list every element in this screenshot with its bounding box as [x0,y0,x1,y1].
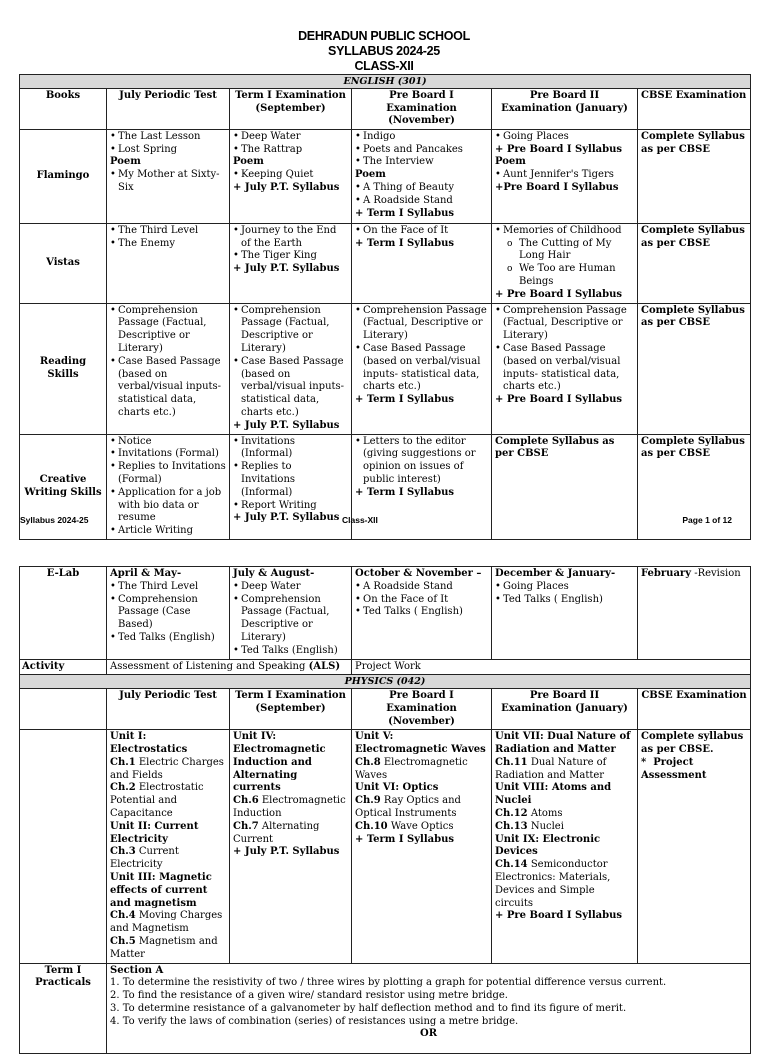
physics-theory-label [20,730,107,963]
section-heading: Section A [110,964,164,976]
chapter-number: Ch.14 [495,859,528,871]
syllabus-plus: + July P.T. Syllabus [233,419,340,431]
poem-label: Poem [233,156,264,168]
syllabus-plus: + Term I Syllabus [355,394,455,406]
reading-july [107,303,230,434]
list-item: • The Tiger King [233,250,348,263]
chapter-number: Ch.3 [110,846,136,858]
chapter-title: Electromagnetic Induction [233,795,346,819]
flamingo-pb1 [352,129,492,223]
vistas-pb1 [352,223,492,303]
list-item: • Letters to the editor (giving suggestions or opinion on issues of public interest) [355,436,488,487]
elab-feb [638,567,751,660]
col-term1: Term I Examination (September) [230,89,352,130]
list-item: • Ted Talks (English) [110,632,226,645]
unit-heading: Unit IX: Electronic Devices [495,833,601,858]
english-subject-title: ENGLISH (301) [20,75,751,89]
list-item: • Invitations (Formal) [110,448,226,461]
class-title: CLASS-XII [354,59,414,73]
practicals-content [107,963,751,1053]
chapter-number: Ch.9 [355,795,381,807]
period-heading: April & May- [110,568,182,579]
list-item: • Replies to Invitations (Informal) [233,461,348,499]
syllabus-plus: + Pre Board I Syllabus [495,288,622,300]
list-item: • Replies to Invitations (Formal) [110,461,226,487]
chapter-title: Electric Charges and Fields [110,756,224,781]
col-preboard1: Pre Board I Examination (November) [352,689,492,730]
vistas-july [107,223,230,303]
english-table [19,74,751,540]
chapter-title: Wave Optics [387,820,454,832]
list-item: • Article Writing [110,525,226,538]
chapter-number: Ch.6 [233,795,259,807]
list-item: • Indigo [355,131,488,144]
list-item: • Memories of Childhood [495,225,634,238]
physics-pb2 [492,730,638,963]
list-item: • Invitations (Informal) [233,436,348,462]
unit-heading: Unit V: Electromagnetic Waves [355,731,486,755]
list-item: • Ted Talks (English) [233,645,348,658]
physics-subject-title: PHYSICS (042) [20,675,751,689]
flamingo-pb2 [492,129,638,223]
col-july: July Periodic Test [107,689,230,730]
or-separator: OR [419,1028,438,1040]
physics-theory-row [20,730,751,963]
list-item: • Comprehension Passage (Factual, Descriptive or Literary) [233,305,348,356]
list-item: o We Too are Human Beings [495,263,634,289]
elab-apr-may [107,567,230,660]
flamingo-term1 [230,129,352,223]
als-text: Assessment of Listening and Speaking [110,660,309,672]
list-item: • The Enemy [110,238,226,251]
physics-term1 [230,730,352,963]
list-item: • Deep Water [233,131,348,144]
list-item: • Journey to the End of the Earth [233,225,348,251]
flamingo-cbse: Complete Syllabus as per CBSE [638,129,751,223]
reading-pb1 [352,303,492,434]
syllabus-plus: + Term I Syllabus [355,237,455,249]
list-item: • Case Based Passage (based on verbal/visual inputs- statistical data, charts etc.) [233,356,348,420]
poem-label: Poem [355,169,386,181]
list-item: o The Cutting of My Long Hair [495,238,634,264]
page-footer [20,515,732,527]
chapter-number: Ch.1 [110,756,136,768]
physics-cbse [638,730,751,963]
practicals-row [20,963,751,1053]
list-item: • Ted Talks ( English) [355,606,488,619]
chapter-number: Ch.5 [110,935,136,947]
asterisk: * [641,756,647,768]
list-item: • Comprehension Passage (Factual, Descriptive or Literary) [233,594,348,645]
col-term1: Term I Examination (September) [230,689,352,730]
chapter-title: Current Electricity [110,846,179,871]
syllabus-plus: + Pre Board I Syllabus [495,394,622,406]
col-blank [20,689,107,730]
elab-label: E-Lab [20,567,107,660]
activity-project: Project Work [352,659,751,675]
reading-row [20,303,751,434]
unit-heading: Unit VI: Optics [355,782,439,794]
chapter-number: Ch.12 [495,807,528,819]
list-item: • Comprehension Passage (Factual, Descriptive or Literary) [355,305,488,343]
syllabus-plus: + July P.T. Syllabus [233,512,340,524]
chapter-number: Ch.10 [355,820,388,832]
list-item: • My Mother at Sixty-Six [110,169,226,195]
list-item: • On the Face of It [355,225,488,238]
list-item: • On the Face of It [355,594,488,607]
activity-als [107,659,352,675]
reading-term1 [230,303,352,434]
syllabus-plus: + Term I Syllabus [355,486,455,498]
vistas-label: Vistas [20,223,107,303]
list-item: • A Roadside Stand [355,195,488,208]
chapter-title: Moving Charges and Magnetism [110,910,223,935]
unit-heading: Unit III: Magnetic effects of current and magnetism [110,871,212,909]
period-heading: July & August- [233,568,315,579]
unit-heading: Unit VIII: Atoms and Nuclei [495,782,612,807]
list-item: • Keeping Quiet [233,169,348,182]
chapter-number: Ch.7 [233,820,259,832]
list-item: • The Interview [355,156,488,169]
reading-label: Reading Skills [20,303,107,434]
syllabus-plus: + Pre Board I Syllabus [495,143,622,155]
period-heading: October & November – [355,568,482,579]
chapter-number: Ch.4 [110,910,136,922]
project-assessment: Project Assessment [641,756,707,781]
list-item: • The Rattrap [233,144,348,157]
chapter-title: Magnetism and Matter [110,935,218,960]
list-item: • Poets and Pancakes [355,144,488,157]
practical-item: 1. To determine the resistivity of two / three wires by plotting a graph for potential difference versus current. [110,977,667,989]
list-item: • Comprehension Passage (Factual, Descriptive or Literary) [110,305,226,356]
physics-table [19,566,751,1054]
unit-heading: Unit II: Current Electricity [110,820,199,845]
col-preboard1: Pre Board I Examination (November) [352,89,492,130]
syllabus-plus: + July P.T. Syllabus [233,846,340,858]
chapter-number: Ch.11 [495,756,528,768]
chapter-title: Ray Optics and Optical Instruments [355,795,461,819]
elab-jul-aug [230,567,352,660]
syllabus-year: SYLLABUS 2024-25 [328,44,440,58]
col-books: Books [20,89,107,130]
school-name: DEHRADUN PUBLIC SCHOOL [298,29,470,43]
chapter-title: Alternating Current [233,820,320,845]
creative-cbse: Complete Syllabus as per CBSE [638,434,751,539]
footer-left: Syllabus 2024-25 [20,515,89,525]
footer-right: Page 1 of 12 [682,515,732,525]
syllabus-plus: + Term I Syllabus [355,833,455,845]
syllabus-plus: + Term I Syllabus [355,207,455,219]
list-item: • The Third Level [110,225,226,238]
list-item: • The Last Lesson [110,131,226,144]
col-july: July Periodic Test [107,89,230,130]
activity-row [20,659,751,675]
creative-label: Creative Writing Skills [20,434,107,539]
col-cbse: CBSE Examination [638,89,751,130]
revision-text: -Revision [691,568,741,579]
poem-label: Poem [110,156,141,168]
list-item: • Report Writing [233,500,348,513]
list-item: • Going Places [495,581,634,594]
physics-header-row [20,689,751,730]
unit-heading: Unit VII: Dual Nature of Radiation and Matter [495,731,631,755]
vistas-cbse: Complete Syllabus as per CBSE [638,223,751,303]
list-item: • Aunt Jennifer's Tigers [495,169,634,182]
poem-label: Poem [495,156,526,168]
list-item: • Notice [110,436,226,449]
unit-heading: Unit I: Electrostatics [110,731,188,755]
period-heading: February [641,568,692,579]
flamingo-row [20,129,751,223]
chapter-number: Ch.2 [110,782,136,794]
als-abbr: (ALS) [308,660,341,672]
chapter-title: Nuclei [527,820,564,832]
physics-pb1 [352,730,492,963]
syllabus-plus: + Pre Board I Syllabus [495,910,622,922]
list-item: • A Roadside Stand [355,581,488,594]
practical-item: 2. To find the resistance of a given wire/ standard resistor using metre bridge. [110,990,508,1002]
reading-cbse: Complete Syllabus as per CBSE [638,303,751,434]
activity-label: Activity [20,659,107,675]
list-item: • Application for a job with bio data or resume [110,487,226,525]
vistas-term1 [230,223,352,303]
list-item: • A Thing of Beauty [355,182,488,195]
col-preboard2: Pre Board II Examination (January) [492,689,638,730]
col-preboard2: Pre Board II Examination (January) [492,89,638,130]
syllabus-plus: + July P.T. Syllabus [233,263,340,275]
list-item: • Comprehension Passage (Case Based) [110,594,226,632]
syllabus-plus: + July P.T. Syllabus [233,181,340,193]
list-item: • Comprehension Passage (Factual, Descriptive or Literary) [495,305,634,343]
practical-item: 4. To verify the laws of combination (series) of resistances using a metre bridge. [110,1015,519,1027]
chapter-title: Electromagnetic Waves [355,756,468,781]
list-item: • Ted Talks ( English) [495,594,634,607]
chapter-title: Electrostatic Potential and Capacitance [110,782,204,819]
period-heading: December & January- [495,568,616,579]
footer-center: Class-XII [342,515,378,525]
chapter-title: Semiconductor Electronics: Materials, Devices and Simple circuits [495,859,611,909]
elab-oct-nov [352,567,492,660]
vistas-row [20,223,751,303]
chapter-number: Ch.8 [355,756,381,768]
list-item: • Case Based Passage (based on verbal/visual inputs- statistical data, charts etc.) [495,343,634,394]
list-item: • Case Based Passage (based on verbal/visual inputs- statistical data, charts etc.) [355,343,488,394]
syllabus-plus: +Pre Board I Syllabus [495,181,619,193]
list-item: • Going Places [495,131,634,144]
reading-pb2 [492,303,638,434]
elab-row [20,567,751,660]
list-item: • Lost Spring [110,144,226,157]
unit-heading: Unit IV: Electromagnetic Induction and Alternating currents [233,731,326,794]
practical-item: 3. To determine resistance of a galvanometer by half deflection method and to find its figure of merit. [110,1002,627,1014]
practicals-label: Term I Practicals [20,963,107,1053]
col-cbse: CBSE Examination [638,689,751,730]
list-item: • The Third Level [110,581,226,594]
chapter-title: Atoms [527,807,563,819]
flamingo-july [107,129,230,223]
list-item: • Case Based Passage (based on verbal/visual inputs- statistical data, charts etc.) [110,356,226,420]
english-header-row [20,89,751,130]
chapter-number: Ch.13 [495,820,528,832]
flamingo-label: Flamingo [20,129,107,223]
creative-pb2: Complete Syllabus as per CBSE [492,434,638,539]
chapter-title: Dual Nature of Radiation and Matter [495,756,607,781]
vistas-pb2 [492,223,638,303]
elab-dec-jan [492,567,638,660]
cbse-note: Complete syllabus as per CBSE. [641,731,744,755]
list-item: • Deep Water [233,581,348,594]
physics-july [107,730,230,963]
